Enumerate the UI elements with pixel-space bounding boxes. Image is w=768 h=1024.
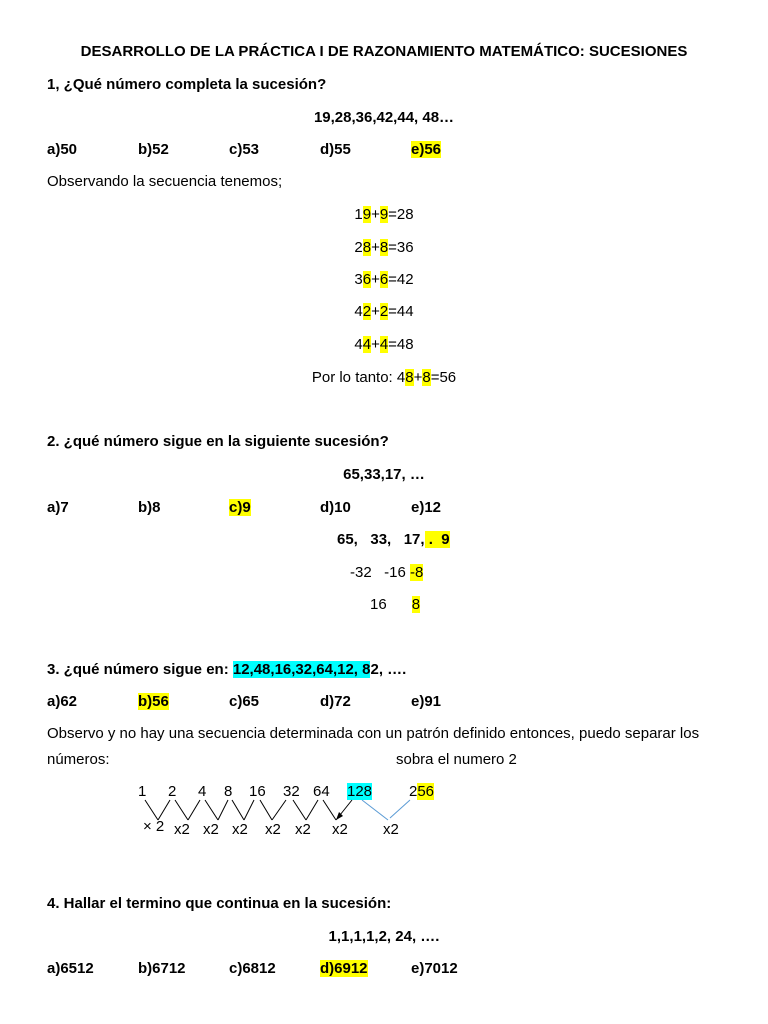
diagram-number: 64 bbox=[313, 783, 330, 800]
option-4b: b)6712 bbox=[138, 960, 186, 977]
question-3: 3. ¿qué número sigue en: 12,48,16,32,64,12, 82, …. bbox=[47, 661, 407, 678]
sequence-1: 19,28,36,42,44, 48… bbox=[313, 109, 455, 126]
option-4d-answer: d)6912 bbox=[320, 960, 368, 977]
option-1d: d)55 bbox=[320, 141, 351, 158]
multiplier-first: × 2 bbox=[143, 818, 165, 835]
q2-work-row-2: -32 -16 -8 bbox=[350, 564, 424, 581]
multiplier-label: x2 bbox=[383, 821, 399, 838]
option-2b: b)8 bbox=[138, 499, 161, 516]
diagram-number: 8 bbox=[224, 783, 233, 800]
option-3d: d)72 bbox=[320, 693, 351, 710]
option-2d: d)10 bbox=[320, 499, 351, 516]
option-1e-answer: e)56 bbox=[411, 141, 442, 158]
option-4e: e)7012 bbox=[411, 960, 458, 977]
sequence-4: 1,1,1,1,2, 24, …. bbox=[328, 928, 440, 945]
option-3b-answer: b)56 bbox=[138, 693, 169, 710]
page-title: DESARROLLO DE LA PRÁCTICA I DE RAZONAMIENTO MATEMÁTICO: SUCESIONES bbox=[80, 43, 688, 60]
multiplier-label: x2 bbox=[265, 821, 281, 838]
diagram-number: 2 bbox=[168, 783, 177, 800]
option-3a: a)62 bbox=[47, 693, 78, 710]
diagram-number-highlighted: 128 bbox=[347, 783, 373, 800]
option-3c: c)65 bbox=[229, 693, 260, 710]
multiplier-label: x2 bbox=[174, 821, 190, 838]
q1-step-2: 28+8=36 bbox=[354, 239, 414, 256]
q2-work-row-1: 65, 33, 17, . 9 bbox=[337, 531, 450, 548]
diagram-number: 1 bbox=[138, 783, 147, 800]
diagram-number: 4 bbox=[198, 783, 207, 800]
multiplier-label: x2 bbox=[332, 821, 348, 838]
question-1: 1, ¿Qué número completa la sucesión? bbox=[47, 76, 327, 93]
option-1a: a)50 bbox=[47, 141, 78, 158]
q1-step-1: 19+9=28 bbox=[354, 206, 414, 223]
option-2a: a)7 bbox=[47, 499, 69, 516]
q3-remainder-note: sobra el numero 2 bbox=[396, 751, 517, 768]
q1-step-3: 36+6=42 bbox=[354, 271, 414, 288]
question-2: 2. ¿qué número sigue en la siguiente sucesión? bbox=[47, 433, 389, 450]
q1-intro: Observando la secuencia tenemos; bbox=[47, 173, 283, 190]
option-4c: c)6812 bbox=[229, 960, 276, 977]
option-1b: b)52 bbox=[138, 141, 169, 158]
multiplier-label: x2 bbox=[295, 821, 311, 838]
diagram-number-last: 256 bbox=[409, 783, 435, 800]
diagram-number: 32 bbox=[283, 783, 300, 800]
q1-conclusion: Por lo tanto: 48+8=56 bbox=[311, 369, 457, 386]
option-1c: c)53 bbox=[229, 141, 260, 158]
q1-step-5: 44+4=48 bbox=[354, 336, 414, 353]
option-2c-answer: c)9 bbox=[229, 499, 251, 516]
multiplier-label: x2 bbox=[232, 821, 248, 838]
option-2e: e)12 bbox=[411, 499, 442, 516]
option-3e: e)91 bbox=[411, 693, 442, 710]
sequence-2: 65,33,17, … bbox=[343, 466, 425, 483]
diagram-number: 16 bbox=[249, 783, 266, 800]
option-4a: a)6512 bbox=[47, 960, 94, 977]
q3-observation-line-2: números: bbox=[47, 751, 110, 768]
q2-work-row-3: 16 8 bbox=[370, 596, 421, 613]
q3-observation-line-1: Observo y no hay una secuencia determinada con un patrón definido entonces, puedo separar los bbox=[47, 725, 700, 742]
multiplier-label: x2 bbox=[203, 821, 219, 838]
question-4: 4. Hallar el termino que continua en la sucesión: bbox=[47, 895, 392, 912]
q1-step-4: 42+2=44 bbox=[354, 303, 414, 320]
